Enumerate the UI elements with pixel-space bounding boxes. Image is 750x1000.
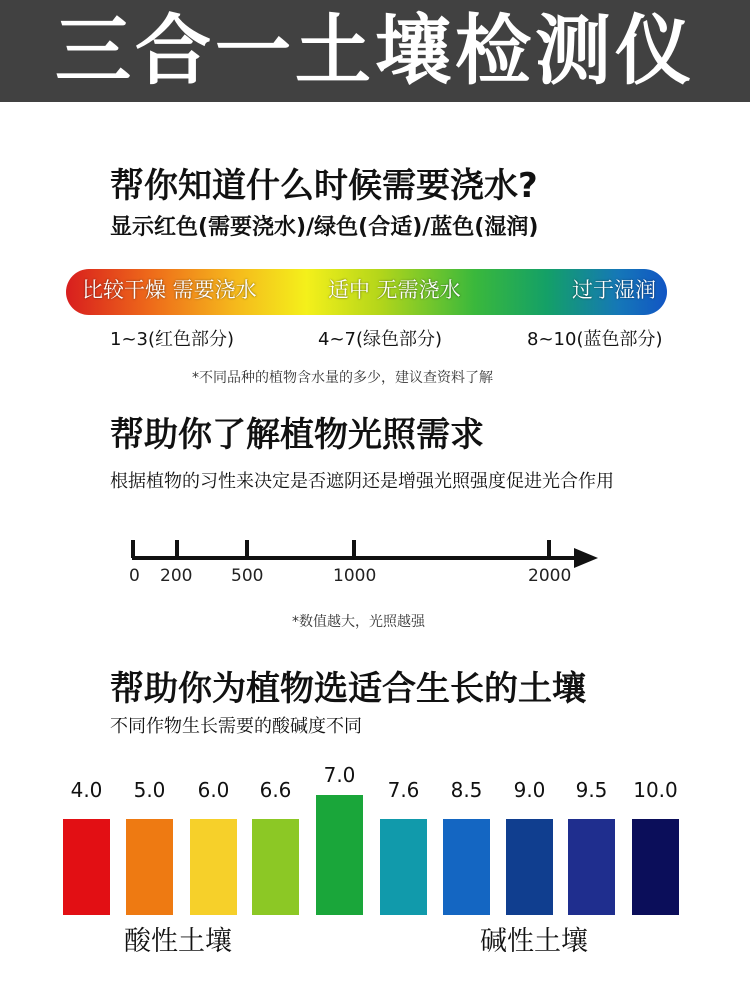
tick-label-0: 0 [129,566,140,586]
light-heading: 帮助你了解植物光照需求 [110,415,484,455]
tick-label-500: 500 [231,566,264,586]
alkaline-soil-label: 碱性土壤 [480,926,588,957]
tick-label-1000: 1000 [333,566,377,586]
ph-value-label: 4.0 [70,778,103,802]
ph-value-label: 6.6 [259,778,292,802]
moisture-note: *不同品种的植物含水量的多少，建议查资料了解 [192,370,493,386]
moisture-subheading: 显示红色(需要浇水)/绿色(合适)/蓝色(湿润) [110,215,539,240]
ph-block-9-5 [568,819,615,915]
range-blue: 8~10(蓝色部分) [527,329,663,350]
ph-block-5-0 [126,819,173,915]
tick-label-2000: 2000 [528,566,572,586]
ph-block-8-5 [443,819,490,915]
moisture-heading: 帮你知道什么时候需要浇水? [110,166,538,206]
ph-value-label: 10.0 [633,778,678,802]
bar-label-wet: 过于湿润 [572,278,656,302]
ph-block-6-0 [190,819,237,915]
header-banner [0,0,750,102]
light-subheading: 根据植物的习性来决定是否遮阴还是增强光照强度促进光合作用 [110,471,614,492]
ph-block-6-6 [252,819,299,915]
ph-value-label: 8.5 [450,778,483,802]
range-red: 1~3(红色部分) [110,329,235,350]
ph-value-label: 5.0 [133,778,166,802]
ph-value-label: 6.0 [197,778,230,802]
ph-value-label: 7.6 [387,778,420,802]
ph-block-10-0 [632,819,679,915]
acid-soil-label: 酸性土壤 [124,926,232,957]
page-title: 三合一土壤检测仪 [55,6,695,95]
ph-subheading: 不同作物生长需要的酸碱度不同 [110,716,362,737]
range-green: 4~7(绿色部分) [318,329,443,350]
ph-value-label: 9.0 [513,778,546,802]
ph-block-7-6 [380,819,427,915]
ph-block-4-0 [63,819,110,915]
axis-arrowhead [574,548,598,568]
bar-label-dry: 比较干燥 需要浇水 [82,278,257,302]
ph-value-label: 7.0 [323,763,356,787]
bar-label-moderate: 适中 无需浇水 [328,278,461,302]
ph-block-9-0 [506,819,553,915]
light-note: *数值越大，光照越强 [292,614,425,630]
ph-block-7-0 [316,795,363,915]
tick-label-200: 200 [160,566,193,586]
ph-value-label: 9.5 [575,778,608,802]
ph-heading: 帮助你为植物选适合生长的土壤 [110,669,586,709]
